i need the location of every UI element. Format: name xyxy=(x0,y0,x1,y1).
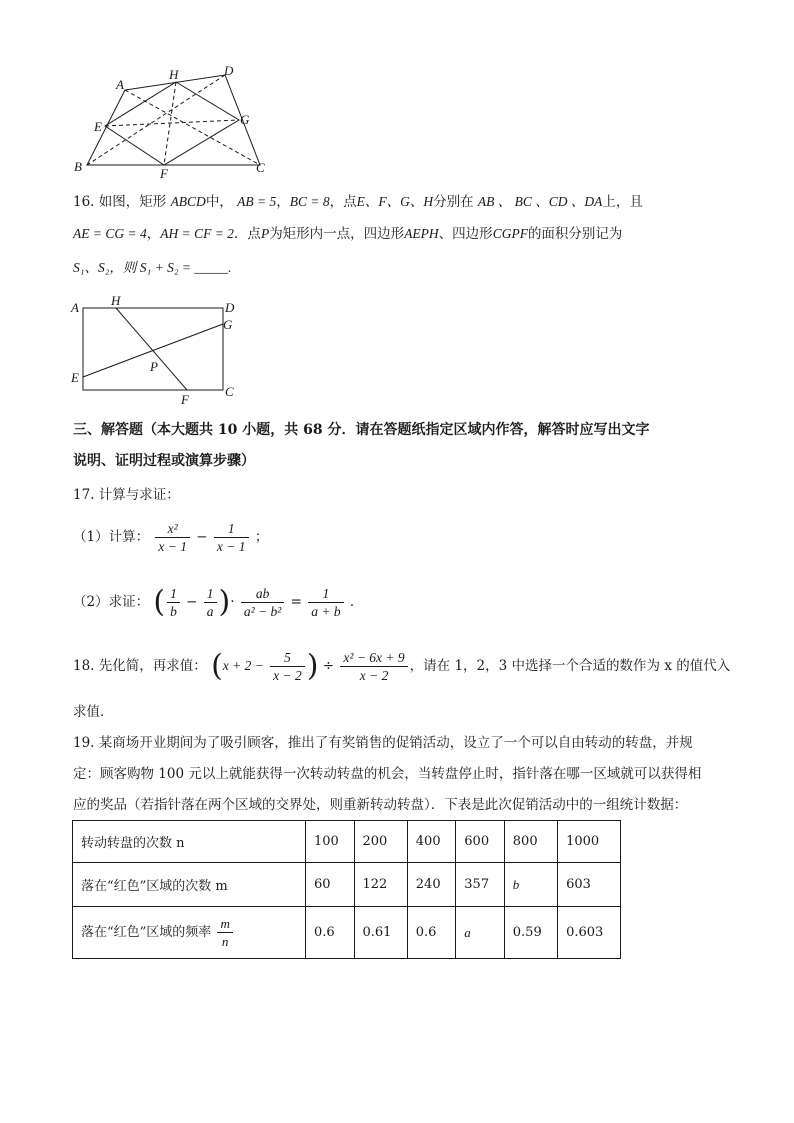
label-c: C xyxy=(225,384,234,399)
section-3-heading-cont: 说明、证明过程或演算步骤） xyxy=(73,453,255,469)
label-a: A xyxy=(116,77,124,92)
table-cell: a xyxy=(456,907,505,959)
label-b: B xyxy=(74,159,82,174)
q16-text: ，点 xyxy=(329,194,357,210)
den: x − 1 xyxy=(216,539,246,554)
num: 1 xyxy=(214,520,249,538)
label-d: D xyxy=(224,63,234,78)
q16-quad1: AEPH xyxy=(404,226,439,241)
semicolon: ； xyxy=(254,529,269,545)
table-cell: 100 xyxy=(306,821,355,863)
q17-part2 xyxy=(73,580,363,625)
figure-16-rectangle xyxy=(68,292,248,408)
divide: ÷ xyxy=(322,658,335,674)
q16-line2: AE = CG = 4，AH = CF = 2．点P为矩形内一点，四边形AEPH、四边形CGPF的面积分别记为 xyxy=(73,226,623,242)
paren-open: ( xyxy=(211,648,223,684)
table-cell: 转动转盘的次数 n xyxy=(73,821,306,863)
table-cell: 60 xyxy=(306,863,355,907)
q18-frac2 xyxy=(340,649,407,684)
table-row xyxy=(73,821,621,863)
den: b xyxy=(170,604,177,619)
table-cell: 600 xyxy=(456,821,505,863)
q16-sides: AB 、 BC 、CD 、DA xyxy=(477,194,603,209)
num: m xyxy=(217,915,232,933)
label-e: E xyxy=(71,370,79,385)
label-d: D xyxy=(225,300,235,315)
table-cell: 0.6 xyxy=(306,907,355,959)
q16-text: 为矩形内一点，四边形 xyxy=(269,226,405,242)
q16-text: 的面积分别记为 xyxy=(527,226,623,242)
dot: · xyxy=(230,594,235,610)
period: ． xyxy=(349,594,364,610)
q16-points: E、F、G、H xyxy=(356,194,434,209)
table-cell: 落在“红色”区域的次数 m xyxy=(73,863,306,907)
table-cell: 357 xyxy=(456,863,505,907)
q17-p2-label: （2）求证： xyxy=(73,594,150,610)
num: x² − 6x + 9 xyxy=(340,649,407,667)
q19-line3: 应的奖品（若指针落在两个区域的交界处，则重新转动转盘）．下表是此次促销活动中的一组统计数据： xyxy=(73,797,688,813)
q16-bc: BC = 8 xyxy=(289,194,330,209)
den: a xyxy=(206,604,214,619)
table-row xyxy=(73,863,621,907)
q16-p: P xyxy=(260,226,270,241)
den: a + b xyxy=(311,604,341,619)
q18-frac1 xyxy=(270,649,305,684)
num: 5 xyxy=(270,649,305,667)
quad-efgh xyxy=(105,82,239,165)
q17-p1-frac1 xyxy=(155,520,190,555)
minus: − xyxy=(196,529,208,545)
freq-frac xyxy=(217,915,232,950)
q16-text: ．点 xyxy=(233,226,261,242)
num: ab xyxy=(241,585,284,603)
label-p: P xyxy=(150,359,158,374)
q16-quad2: CGPF xyxy=(492,226,528,241)
label-h: H xyxy=(169,67,179,82)
q18-line2: 求值． xyxy=(73,704,114,720)
q17-p2-frac3 xyxy=(241,585,284,620)
table-cell xyxy=(73,907,306,959)
q18-expr: x + 2 − xyxy=(222,658,264,673)
label-e: E xyxy=(94,119,102,134)
q18-line1 xyxy=(73,644,730,689)
label-h: H xyxy=(111,293,121,308)
den: a² − b² xyxy=(243,604,282,619)
num: 1 xyxy=(204,585,217,603)
den: x − 2 xyxy=(359,668,389,683)
table-cell: 0.603 xyxy=(558,907,621,959)
q19-stats-table xyxy=(72,820,621,959)
table-cell: 240 xyxy=(407,863,456,907)
den: x − 1 xyxy=(158,539,187,554)
table-cell: 400 xyxy=(407,821,456,863)
label-g: G xyxy=(223,317,233,332)
q16-ah-cf: AH = CF = 2 xyxy=(160,226,234,241)
equals: = xyxy=(290,594,302,610)
row3-label: 落在“红色”区域的频率 xyxy=(81,925,212,940)
q16-text: 分别在 xyxy=(433,194,474,210)
label-g: G xyxy=(240,112,250,127)
table-cell: 200 xyxy=(354,821,407,863)
q16-ab: AB = 5 xyxy=(237,194,277,209)
q17-p1-frac2 xyxy=(214,520,249,555)
num: 1 xyxy=(308,585,343,603)
paren-close: ) xyxy=(218,584,231,620)
q16-line1: 16. 如图，矩形 ABCD中， AB = 5，BC = 8，点E、F、G、H分别在 AB 、 BC 、CD 、DA上，且 xyxy=(73,194,643,210)
q17-p2-frac1 xyxy=(167,585,180,620)
table-row xyxy=(73,907,621,959)
table-cell: 603 xyxy=(558,863,621,907)
q16-text: 16. 如图，矩形 xyxy=(73,194,167,210)
table-cell: 800 xyxy=(504,821,557,863)
q16-line3: S₁、S₂，则 S₁ + S₂ = _____. xyxy=(73,260,232,275)
q18-rest: ，请在 1，2，3 中选择一个合适的数作为 x 的值代入 xyxy=(409,658,731,674)
section-3-heading: 三、解答题（本大题共 10 小题，共 68 分．请在答题纸指定区域内作答，解答时应写出文字 xyxy=(73,422,650,438)
figure-15-quadrilateral xyxy=(70,62,280,180)
table-cell: 122 xyxy=(354,863,407,907)
q17-p2-frac2 xyxy=(204,585,217,620)
label-f: F xyxy=(181,392,189,407)
q16-rect: ABCD xyxy=(170,194,206,209)
q16-text: 上，且 xyxy=(602,194,643,210)
num: 1 xyxy=(167,585,180,603)
q17-title: 17. 计算与求证： xyxy=(73,487,180,503)
table-cell: 0.6 xyxy=(407,907,456,959)
q17-p1-label: （1）计算： xyxy=(73,529,150,545)
q19-line2: 定：顾客购物 100 元以上就能获得一次转动转盘的机会，当转盘停止时，指针落在哪一区域就可以获得相 xyxy=(73,766,702,782)
den: n xyxy=(221,934,229,949)
q17-part1 xyxy=(73,518,268,556)
minus: − xyxy=(186,594,198,610)
den: x − 2 xyxy=(273,668,302,683)
table-cell: 0.59 xyxy=(504,907,557,959)
q18-label: 18. 先化简，再求值： xyxy=(73,658,207,674)
table-cell: 1000 xyxy=(558,821,621,863)
table-cell: 0.61 xyxy=(354,907,407,959)
q16-text: 、四边形 xyxy=(438,226,493,242)
label-c: C xyxy=(256,160,265,175)
paren-close: ) xyxy=(306,648,319,684)
q16-ae-cg: AE = CG = 4 xyxy=(73,226,147,241)
paren-open: ( xyxy=(153,584,166,620)
num: x² xyxy=(155,520,190,538)
label-f: F xyxy=(160,166,168,180)
q19-line1: 19. 某商场开业期间为了吸引顾客，推出了有奖销售的促销活动，设立了一个可以自由转动的转盘，并规 xyxy=(73,735,693,751)
q16-text: 中， xyxy=(205,194,233,210)
label-a: A xyxy=(71,300,79,315)
q17-p2-frac4 xyxy=(308,585,343,620)
table-cell: b xyxy=(504,863,557,907)
rect-abcd xyxy=(83,308,223,390)
